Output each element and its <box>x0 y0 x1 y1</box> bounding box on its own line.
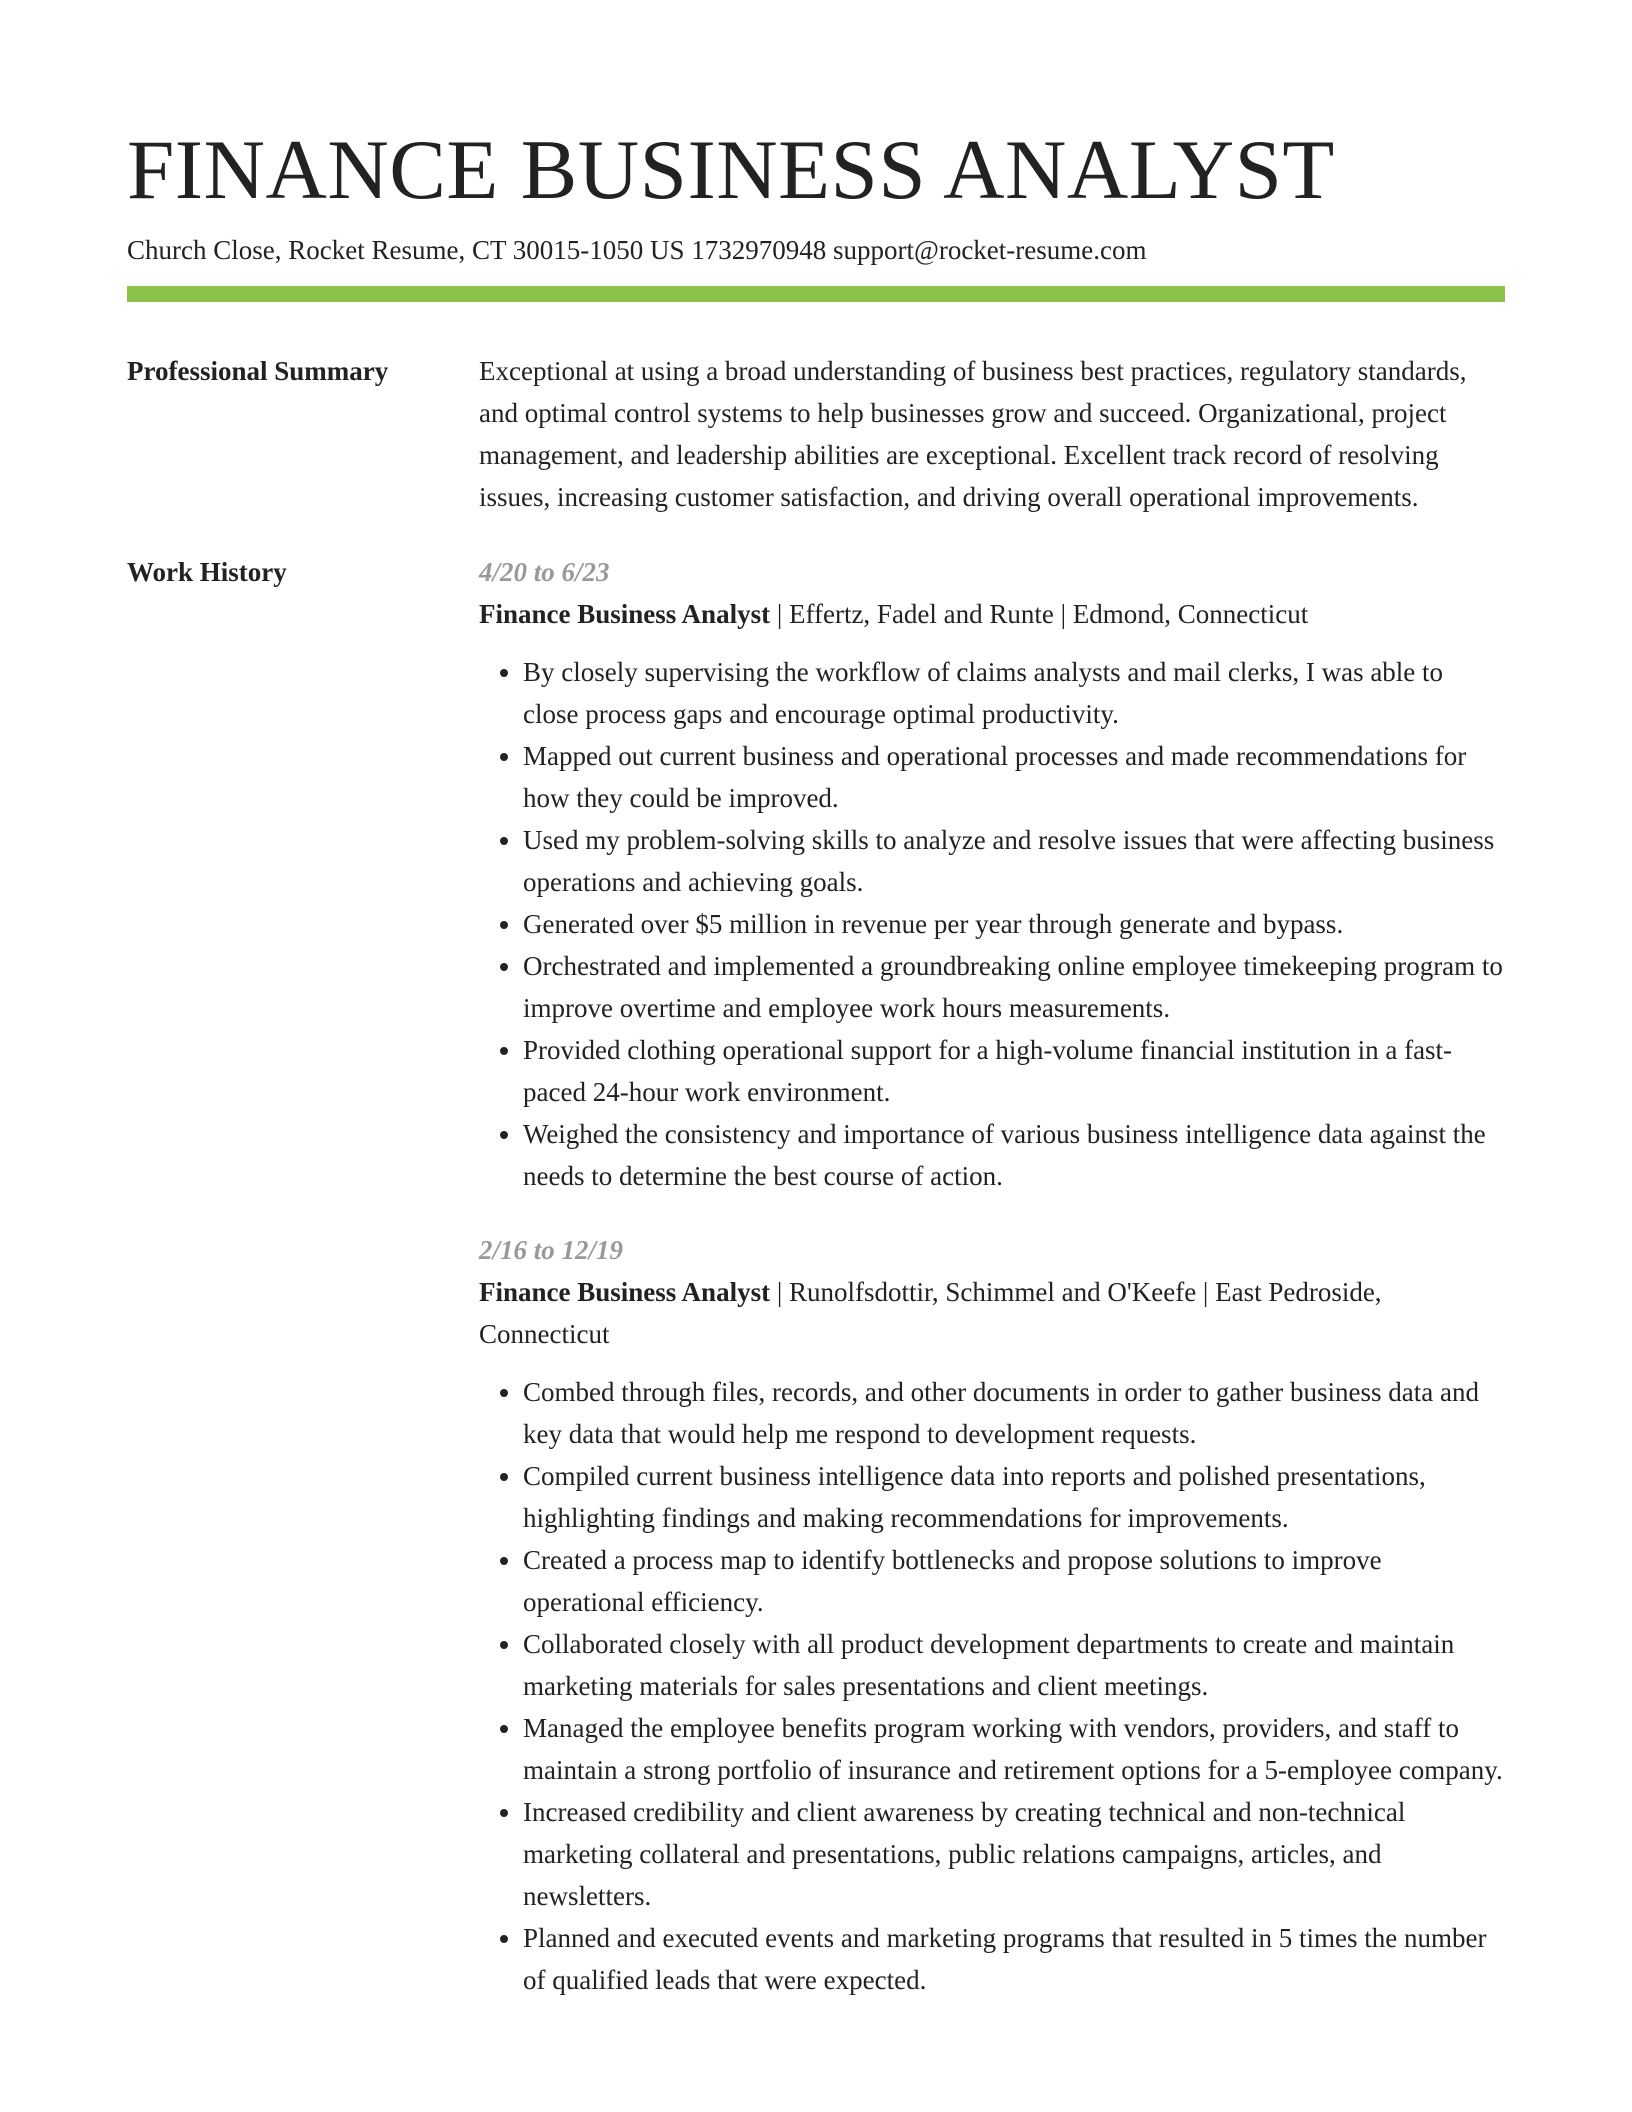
job-title: Finance Business Analyst <box>479 1277 771 1307</box>
job-entry <box>479 1229 1505 2001</box>
job-bullet-list <box>479 1371 1505 2001</box>
contact-info: Church Close, Rocket Resume, CT 30015-1050 US 1732970948 support@rocket-resume.com <box>127 235 1147 265</box>
job-bullet: • Combed through files, records, and other documents in order to gather business data and key data that would help me respond to development requests. <box>523 1371 1505 1455</box>
job-bullet: • Provided clothing operational support for a high-volume financial institution in a fast-paced 24-hour work environment. <box>523 1029 1505 1113</box>
job-bullet: • Orchestrated and implemented a groundbreaking online employee timekeeping program to improve overtime and employee work hours measurements. <box>523 945 1505 1029</box>
accent-divider <box>127 286 1505 302</box>
work-history-section <box>127 551 1505 2001</box>
job-employer-location: | Runolfsdottir, Schimmel and O'Keefe | East Pedroside, Connecticut <box>479 1277 1382 1349</box>
job-bullet: • Planned and executed events and marketing programs that resulted in 5 times the number of qualified leads that were expected. <box>523 1917 1505 2001</box>
job-bullet-list <box>479 651 1505 1197</box>
job-bullet: • Compiled current business intelligence data into reports and polished presentations, highlighting findings and making recommendations for improvements. <box>523 1455 1505 1539</box>
job-bullet: • Weighed the consistency and importance of various business intelligence data against the needs to determine the best course of action. <box>523 1113 1505 1197</box>
section-label-work-history: Work History <box>127 557 287 587</box>
job-entry <box>479 551 1505 1197</box>
work-history-list <box>479 551 1505 2001</box>
job-heading <box>479 1271 1505 1355</box>
professional-summary-section <box>127 350 1505 518</box>
job-heading <box>479 593 1505 635</box>
job-bullet: • Managed the employee benefits program working with vendors, providers, and staff to maintain a strong portfolio of insurance and retirement options for a 5-employee company. <box>523 1707 1505 1791</box>
job-bullet: • Collaborated closely with all product development departments to create and maintain marketing materials for sales presentations and client meetings. <box>523 1623 1505 1707</box>
job-employer-location: | Effertz, Fadel and Runte | Edmond, Connecticut <box>770 599 1309 629</box>
job-dates: 2/16 to 12/19 <box>479 1235 624 1265</box>
resume-title: FINANCE BUSINESS ANALYST <box>127 123 1335 217</box>
job-bullet: • Generated over $5 million in revenue per year through generate and bypass. <box>523 903 1505 945</box>
job-dates: 4/20 to 6/23 <box>479 557 610 587</box>
job-bullet: • Increased credibility and client awareness by creating technical and non-technical marketing collateral and presentations, public relations campaigns, articles, and newsletters. <box>523 1791 1505 1917</box>
job-bullet: • Used my problem-solving skills to analyze and resolve issues that were affecting business operations and achieving goals. <box>523 819 1505 903</box>
job-bullet: • Mapped out current business and operational processes and made recommendations for how they could be improved. <box>523 735 1505 819</box>
professional-summary-text: Exceptional at using a broad understanding of business best practices, regulatory standards, and optimal control systems to help businesses grow and succeed. Organizational, project management, and leadership abilities are exceptional. Excellent track record of resolving issues, increasing customer satisfaction, and driving overall operational improvements. <box>479 356 1467 512</box>
section-label-professional-summary: Professional Summary <box>127 356 389 386</box>
job-bullet: • By closely supervising the workflow of claims analysts and mail clerks, I was able to close process gaps and encourage optimal productivity. <box>523 651 1505 735</box>
resume-page <box>127 120 1505 2001</box>
job-title: Finance Business Analyst <box>479 599 771 629</box>
job-bullet: • Created a process map to identify bottlenecks and propose solutions to improve operational efficiency. <box>523 1539 1505 1623</box>
